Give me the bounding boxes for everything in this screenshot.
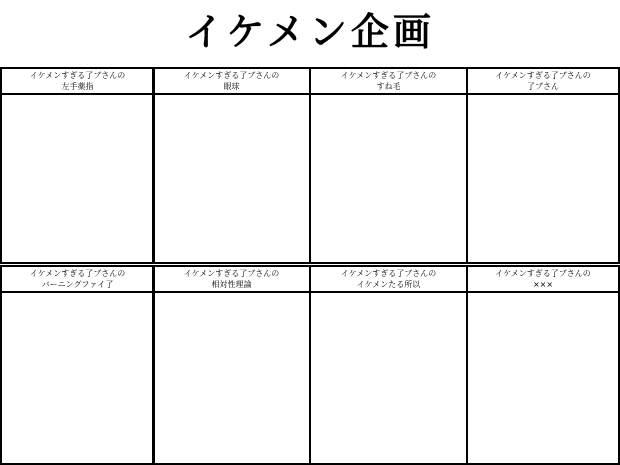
panel-label (468, 69, 618, 95)
panel-label (2, 267, 153, 293)
panel-label (2, 69, 153, 95)
panel-6 (152, 265, 311, 465)
panel-label (154, 267, 309, 293)
panel-label-line2: 眼球 (223, 82, 240, 91)
panel-label-line2: 相対性理論 (211, 280, 252, 289)
panel-label-line2: すね毛 (376, 82, 401, 91)
panel-label (311, 267, 466, 293)
panel-label-line1: イケメンすぎる了ブさんの (495, 71, 591, 80)
panel-8 (466, 265, 620, 465)
panel-row-bottom (0, 265, 620, 465)
panel-label-line2: 了ブさん (527, 82, 559, 91)
panel-label-line2: ××× (532, 280, 554, 289)
panel-2 (152, 67, 311, 264)
panel-label (468, 267, 618, 293)
panel-label-line2: 左手薬指 (61, 82, 94, 91)
panel-label-line1: イケメンすぎる了ブさんの (29, 71, 126, 80)
panel-1 (0, 67, 155, 264)
page-title: イケメン企画 (185, 10, 435, 54)
panel-label-line1: イケメンすぎる了ブさんの (340, 269, 437, 278)
panel-label-line1: イケメンすぎる了ブさんの (340, 71, 437, 80)
panel-5 (0, 265, 155, 465)
panel-7 (309, 265, 468, 465)
panel-label-line1: イケメンすぎる了ブさんの (183, 71, 280, 80)
panel-grid (0, 67, 620, 465)
panel-label-line2: バーニングファイ了 (41, 280, 114, 289)
panel-row-top (0, 67, 620, 264)
panel-4 (466, 67, 620, 264)
panel-label (154, 69, 309, 95)
panel-label-line1: イケメンすぎる了ブさんの (495, 269, 591, 278)
panel-3 (309, 67, 468, 264)
panel-label (311, 69, 466, 95)
panel-label-line1: イケメンすぎる了ブさんの (183, 269, 280, 278)
panel-label-line1: イケメンすぎる了ブさんの (29, 269, 126, 278)
panel-label-line2: イケメンたる所以 (356, 280, 421, 289)
